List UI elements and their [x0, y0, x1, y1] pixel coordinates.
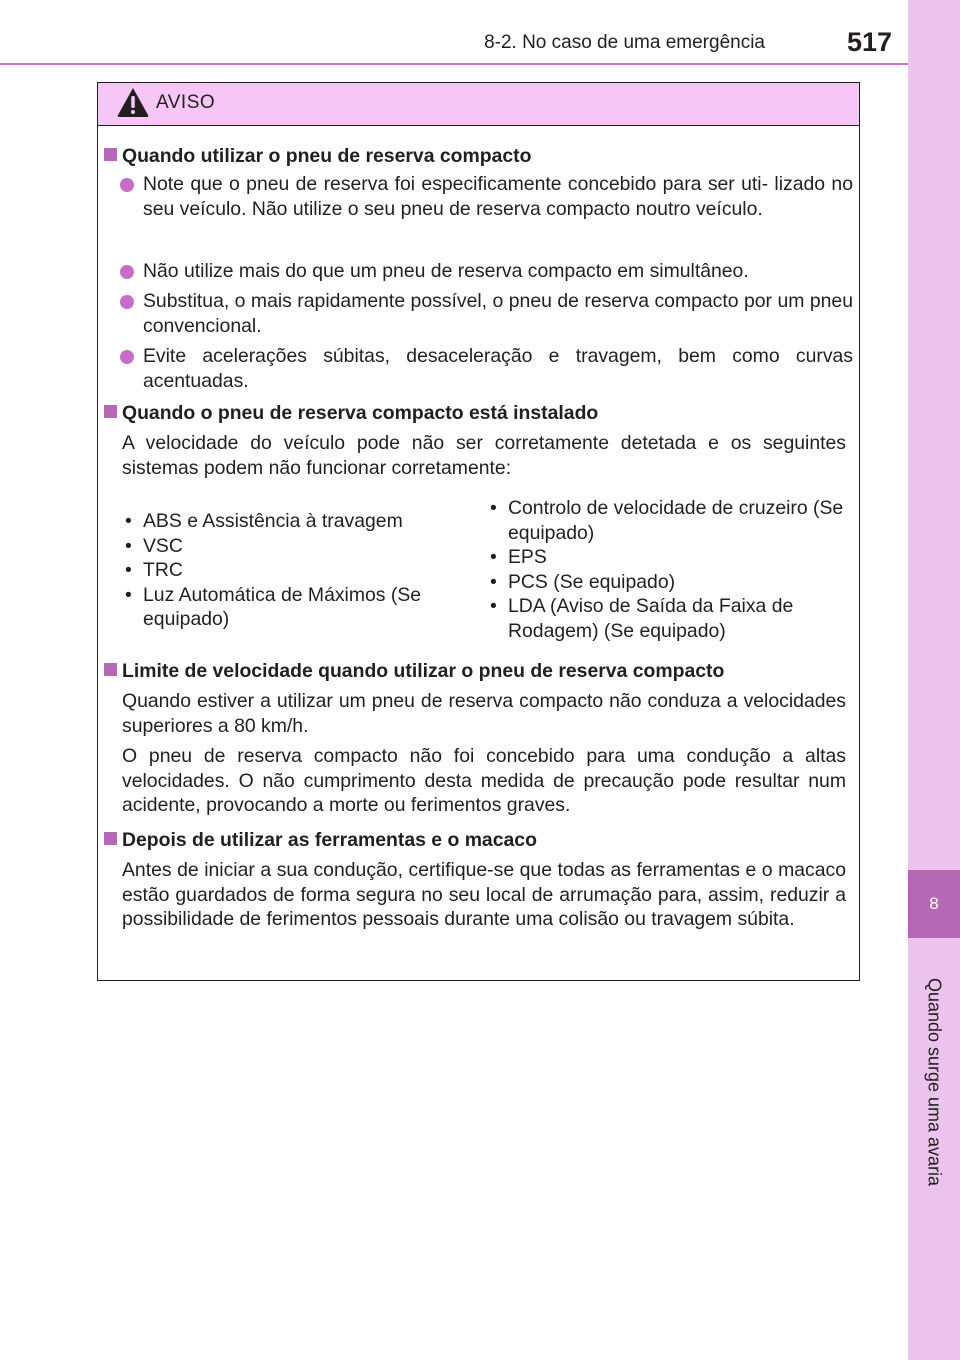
list-item: Substitua, o mais rapidamente possível, o pneu de reserva compacto por um pneu convencional. [104, 289, 853, 338]
round-bullet-icon [120, 295, 134, 309]
round-bullet-icon [120, 178, 134, 192]
round-bullet-icon [120, 350, 134, 364]
body-paragraph: O pneu de reserva compacto não foi concebido para uma condução a altas velocidades. O não cumprimento desta medida de precaução pode resultar num acidente, provocando a morte ou ferimentos graves. [122, 745, 846, 816]
list-item: • Luz Automática de Máximos (Se equipado) [123, 583, 468, 632]
square-bullet-icon [104, 832, 117, 845]
body-paragraph: A velocidade do veículo pode não ser corretamente detetada e os seguintes sistemas podem não funcionar corretamente: [122, 432, 846, 479]
list-item: Não utilize mais do que um pneu de reserva compacto em simultâneo. [104, 259, 853, 284]
warning-title: AVISO [156, 92, 216, 113]
header-rule [0, 63, 908, 65]
list-item: • ABS e Assistência à travagem [123, 509, 468, 534]
section-heading: Quando utilizar o pneu de reserva compacto [104, 144, 531, 169]
square-bullet-icon [104, 405, 117, 418]
chapter-title: Quando surge uma avaria [924, 977, 945, 1187]
chapter-number-tab[interactable]: 8 [908, 870, 960, 938]
list-item: • VSC [123, 534, 468, 559]
list-item: • TRC [123, 558, 468, 583]
system-list-right [488, 496, 848, 643]
square-bullet-icon [104, 148, 117, 161]
section-title: 8-2. No caso de uma emergência [484, 32, 765, 53]
list-item: Evite acelerações súbitas, desaceleração e travagem, bem como curvas acentuadas. [104, 344, 853, 393]
section-heading: Limite de velocidade quando utilizar o pneu de reserva compacto [104, 659, 724, 684]
body-paragraph: Antes de iniciar a sua condução, certifique-se que todas as ferramentas e o macaco estão guardados de forma segura no seu local de arrumação para, assim, reduzir a possibilidade de ferimentos pessoais durante uma colisão ou travagem súbita. [122, 859, 846, 930]
warning-box [97, 82, 860, 981]
body-paragraph: Quando estiver a utilizar um pneu de reserva compacto não conduza a velocidades superiores a 80 km/h. [122, 690, 846, 737]
system-list-left [123, 509, 468, 632]
list-item: • PCS (Se equipado) [488, 570, 848, 595]
round-bullet-icon [120, 265, 134, 279]
list-item: • EPS [488, 545, 848, 570]
section-heading: Depois de utilizar as ferramentas e o macaco [104, 828, 537, 853]
list-item: Note que o pneu de reserva foi especificamente concebido para ser uti- lizado no seu veículo. Não utilize o seu pneu de reserva compacto noutro veículo. [104, 172, 853, 221]
page-number: 517 [846, 27, 892, 57]
section-heading: Quando o pneu de reserva compacto está instalado [104, 401, 598, 426]
warning-header [98, 83, 859, 126]
square-bullet-icon [104, 663, 117, 676]
chapter-sidebar [908, 0, 960, 1360]
warning-triangle-icon [116, 86, 150, 118]
list-item: • Controlo de velocidade de cruzeiro (Se equipado) [488, 496, 848, 545]
list-item: • LDA (Aviso de Saída da Faixa de Rodagem) (Se equipado) [488, 594, 848, 643]
